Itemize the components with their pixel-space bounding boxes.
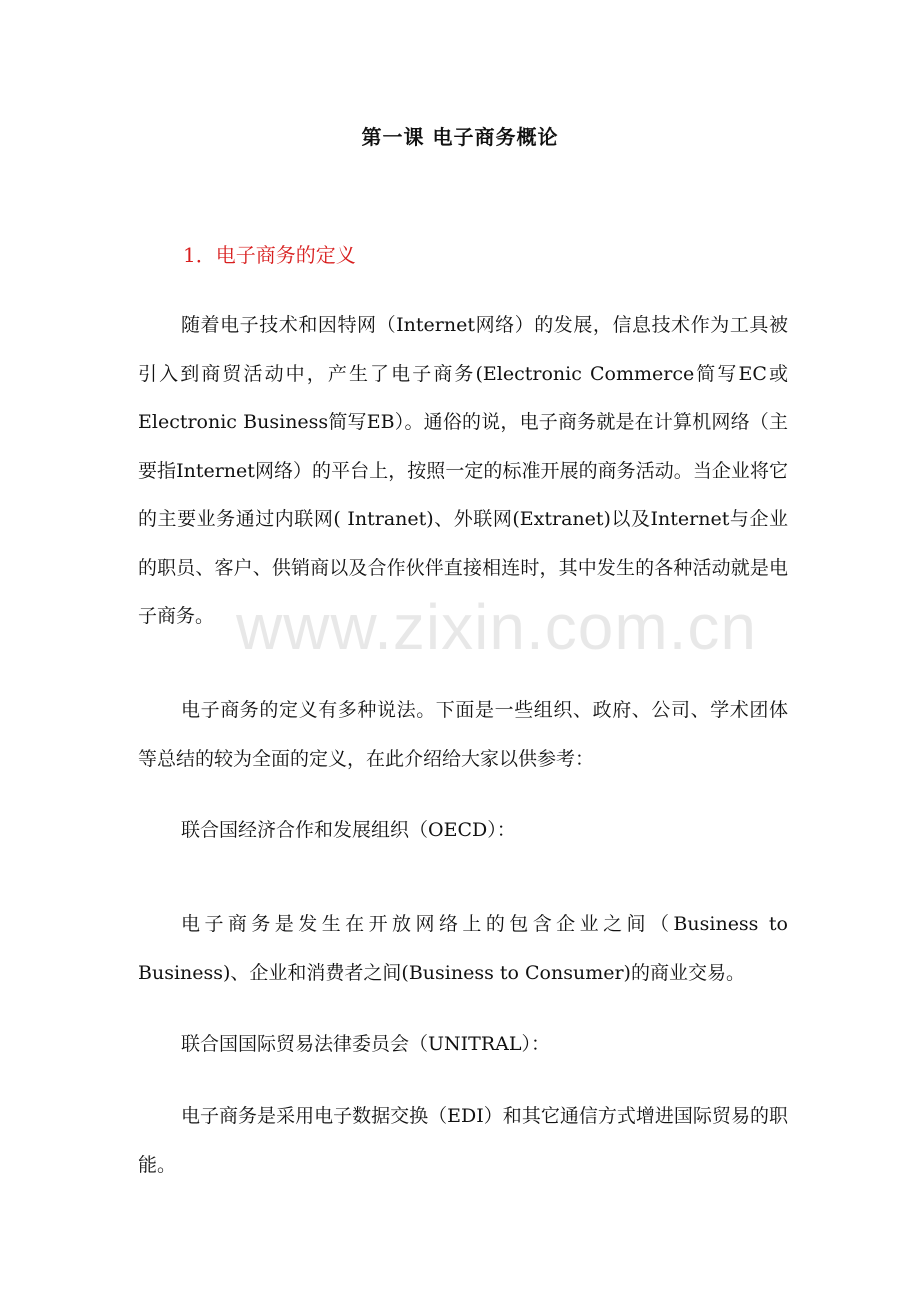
- watermark: www.zixin.com.cn: [236, 591, 757, 663]
- paragraph-oecd-label: 联合国经济合作和发展组织（OECD）：: [181, 819, 516, 841]
- paragraph-unitral-definition: 电子商务是采用电子数据交换（EDI）和其它通信方式增进国际贸易的职能。: [138, 1105, 788, 1176]
- paragraph-oecd-definition: 电子商务是发生在开放网络上的包含企业之间（Business to Business)、企业和消费者之间(Business to Consumer)的商业交易。: [138, 913, 788, 984]
- paragraph-intro: 随着电子技术和因特网（Internet网络）的发展，信息技术作为工具被引入到商贸活动中，产生了电子商务(Electronic Commerce简写EC或Electronic Business简写EB）。通俗的说，电子商务就是在计算机网络（主要指Internet网络）的平台上，按照一定的标准开展的商务活动。当企业将它的主要业务通过内联网( Intranet)、外联网(Extranet)以及Internet与企业的职员、客户、供销商以及合作伙伴直接相连时，其中发生的各种活动就是电子商务。: [138, 314, 788, 627]
- section-heading: 1．电子商务的定义: [183, 243, 356, 267]
- paragraph-definitions-intro: 电子商务的定义有多种说法。下面是一些组织、政府、公司、学术团体等总结的较为全面的定义，在此介绍给大家以供参考：: [138, 699, 788, 770]
- paragraph-unitral-label: 联合国国际贸易法律委员会（UNITRAL）：: [181, 1033, 550, 1055]
- page-title: 第一课 电子商务概论: [361, 125, 559, 149]
